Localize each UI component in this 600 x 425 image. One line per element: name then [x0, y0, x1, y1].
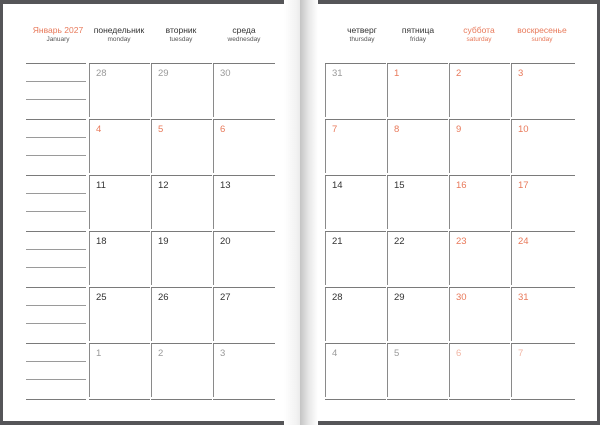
- cell-divider: [325, 344, 326, 397]
- cell-divider: [151, 232, 152, 285]
- cell-divider: [213, 64, 214, 117]
- month-title: Январь 2027: [32, 25, 84, 35]
- cell-divider: [387, 344, 388, 397]
- cell-top-line: [213, 231, 275, 232]
- cell-bottom-line: [213, 399, 275, 400]
- notes-line: [26, 361, 86, 362]
- weekday-name-en: saturday: [466, 36, 492, 43]
- cell-top-line: [151, 175, 212, 176]
- cell-divider: [213, 288, 214, 341]
- weekday-name-ru: среда: [232, 25, 256, 35]
- weekday-header-wednesday: [209, 25, 279, 44]
- day-number[interactable]: 13: [220, 180, 231, 191]
- cell-top-line: [449, 287, 510, 288]
- cell-top-line: [387, 287, 448, 288]
- day-number[interactable]: 4: [96, 124, 102, 135]
- cell-bottom-line: [511, 399, 575, 400]
- cell-top-line: [325, 175, 386, 176]
- day-number[interactable]: 9: [456, 124, 462, 135]
- notes-line: [26, 379, 86, 380]
- cell-top-line: [213, 175, 275, 176]
- day-number[interactable]: 7: [332, 124, 338, 135]
- cell-divider: [89, 344, 90, 397]
- cell-top-line: [325, 231, 386, 232]
- notes-row-line: [26, 287, 86, 288]
- cell-divider: [325, 232, 326, 285]
- day-number[interactable]: 12: [158, 180, 169, 191]
- day-number[interactable]: 23: [456, 236, 467, 247]
- cell-divider: [89, 120, 90, 173]
- cell-top-line: [449, 343, 510, 344]
- cell-top-line: [89, 287, 150, 288]
- notes-line: [26, 211, 86, 212]
- cell-top-line: [449, 63, 510, 64]
- day-number[interactable]: 1: [394, 68, 400, 79]
- cell-divider: [511, 232, 512, 285]
- weekday-name-ru: суббота: [463, 25, 495, 35]
- weekday-header-friday: [383, 25, 453, 44]
- cell-divider: [151, 120, 152, 173]
- day-number[interactable]: 30: [220, 68, 231, 79]
- cell-top-line: [387, 343, 448, 344]
- day-number[interactable]: 28: [332, 292, 343, 303]
- cell-top-line: [325, 287, 386, 288]
- day-number[interactable]: 3: [220, 348, 226, 359]
- cell-divider: [511, 176, 512, 229]
- cell-divider: [151, 288, 152, 341]
- weekday-name-ru: понедельник: [93, 25, 145, 35]
- notes-row-line: [26, 343, 86, 344]
- day-number[interactable]: 26: [158, 292, 169, 303]
- cell-divider: [387, 176, 388, 229]
- day-number[interactable]: 20: [220, 236, 231, 247]
- day-number[interactable]: 29: [158, 68, 169, 79]
- weekday-name-ru: воскресенье: [517, 25, 567, 35]
- notes-line: [26, 193, 86, 194]
- weekday-name-en: friday: [410, 36, 426, 43]
- cell-top-line: [511, 119, 575, 120]
- cell-top-line: [89, 343, 150, 344]
- cell-top-line: [387, 63, 448, 64]
- cell-divider: [387, 232, 388, 285]
- day-number[interactable]: 10: [518, 124, 529, 135]
- notes-line: [26, 99, 86, 100]
- cell-divider: [449, 64, 450, 117]
- notes-row-line: [26, 119, 86, 120]
- cell-divider: [325, 120, 326, 173]
- weekday-header-monday: [84, 25, 154, 44]
- cell-bottom-line: [89, 399, 150, 400]
- cell-top-line: [511, 175, 575, 176]
- day-number[interactable]: 21: [332, 236, 343, 247]
- cell-divider: [387, 288, 388, 341]
- cell-top-line: [151, 231, 212, 232]
- day-number[interactable]: 5: [158, 124, 164, 135]
- day-number[interactable]: 16: [456, 180, 467, 191]
- day-number[interactable]: 4: [332, 348, 338, 359]
- day-number[interactable]: 6: [220, 124, 226, 135]
- cell-top-line: [387, 119, 448, 120]
- cell-top-line: [151, 119, 212, 120]
- cell-divider: [325, 64, 326, 117]
- day-number[interactable]: 18: [96, 236, 107, 247]
- cell-divider: [89, 64, 90, 117]
- cell-top-line: [387, 175, 448, 176]
- day-number[interactable]: 24: [518, 236, 529, 247]
- cell-divider: [89, 176, 90, 229]
- cell-bottom-line: [325, 399, 386, 400]
- left-page: [3, 0, 285, 425]
- cell-divider: [449, 232, 450, 285]
- cell-divider: [151, 64, 152, 117]
- weekday-name-ru: пятница: [401, 25, 435, 35]
- weekday-name-en: tuesday: [169, 36, 193, 43]
- right-page: [316, 0, 597, 425]
- cell-divider: [89, 288, 90, 341]
- day-number[interactable]: 27: [220, 292, 231, 303]
- cell-divider: [511, 288, 512, 341]
- cell-top-line: [449, 231, 510, 232]
- cell-top-line: [511, 343, 575, 344]
- day-number[interactable]: 3: [518, 68, 524, 79]
- day-number[interactable]: 8: [394, 124, 400, 135]
- cell-top-line: [213, 343, 275, 344]
- cell-top-line: [213, 63, 275, 64]
- day-number[interactable]: 7: [518, 348, 524, 359]
- cell-divider: [449, 344, 450, 397]
- cell-divider: [151, 176, 152, 229]
- cell-top-line: [449, 119, 510, 120]
- cell-divider: [213, 232, 214, 285]
- weekday-name-en: thursday: [349, 36, 375, 43]
- cell-top-line: [89, 231, 150, 232]
- cell-bottom-line: [387, 399, 448, 400]
- notes-line: [26, 137, 86, 138]
- notes-line: [26, 267, 86, 268]
- day-number[interactable]: 30: [456, 292, 467, 303]
- cell-top-line: [511, 231, 575, 232]
- day-number[interactable]: 31: [332, 68, 343, 79]
- day-number[interactable]: 2: [158, 348, 164, 359]
- month-subtitle: January: [46, 36, 70, 43]
- cell-top-line: [511, 287, 575, 288]
- day-number[interactable]: 15: [394, 180, 405, 191]
- cell-divider: [511, 344, 512, 397]
- day-number[interactable]: 19: [158, 236, 169, 247]
- cell-divider: [213, 176, 214, 229]
- weekday-name-ru: вторник: [165, 25, 197, 35]
- cell-divider: [213, 344, 214, 397]
- day-number[interactable]: 2: [456, 68, 462, 79]
- notes-row-line: [26, 231, 86, 232]
- cell-top-line: [387, 231, 448, 232]
- cell-top-line: [89, 63, 150, 64]
- cell-top-line: [213, 119, 275, 120]
- weekday-header-sunday: [507, 25, 577, 44]
- cell-divider: [449, 176, 450, 229]
- weekday-name-en: wednesday: [227, 36, 261, 43]
- weekday-name-en: monday: [107, 36, 131, 43]
- weekday-name-en: sunday: [531, 36, 553, 43]
- day-number[interactable]: 31: [518, 292, 529, 303]
- cell-top-line: [89, 119, 150, 120]
- notes-row-line: [26, 399, 86, 400]
- cell-top-line: [511, 63, 575, 64]
- day-number[interactable]: 11: [96, 180, 106, 191]
- day-number[interactable]: 14: [332, 180, 343, 191]
- cell-divider: [511, 64, 512, 117]
- cell-top-line: [89, 175, 150, 176]
- cell-divider: [511, 120, 512, 173]
- notes-line: [26, 305, 86, 306]
- notes-line: [26, 323, 86, 324]
- cell-divider: [387, 64, 388, 117]
- cell-divider: [325, 176, 326, 229]
- cell-bottom-line: [449, 399, 510, 400]
- day-number[interactable]: 25: [96, 292, 107, 303]
- cell-top-line: [151, 343, 212, 344]
- cell-divider: [387, 120, 388, 173]
- cell-top-line: [449, 175, 510, 176]
- notes-line: [26, 155, 86, 156]
- cell-top-line: [151, 287, 212, 288]
- cell-divider: [213, 120, 214, 173]
- month-header: [23, 25, 93, 44]
- notes-row-line: [26, 63, 86, 64]
- cell-divider: [151, 344, 152, 397]
- cell-top-line: [213, 287, 275, 288]
- cell-divider: [325, 288, 326, 341]
- day-number[interactable]: 6: [456, 348, 462, 359]
- cell-divider: [449, 288, 450, 341]
- cell-divider: [89, 232, 90, 285]
- weekday-header-tuesday: [146, 25, 216, 44]
- notes-line: [26, 81, 86, 82]
- weekday-name-ru: четверг: [347, 25, 377, 35]
- day-number[interactable]: 22: [394, 236, 405, 247]
- day-number[interactable]: 28: [96, 68, 107, 79]
- cell-top-line: [325, 119, 386, 120]
- notes-row-line: [26, 175, 86, 176]
- day-number[interactable]: 1: [96, 348, 102, 359]
- day-number[interactable]: 5: [394, 348, 400, 359]
- cell-divider: [449, 120, 450, 173]
- day-number[interactable]: 29: [394, 292, 405, 303]
- cell-top-line: [325, 343, 386, 344]
- cell-top-line: [325, 63, 386, 64]
- cell-top-line: [151, 63, 212, 64]
- weekday-header-saturday: [444, 25, 514, 44]
- day-number[interactable]: 17: [518, 180, 529, 191]
- cell-bottom-line: [151, 399, 212, 400]
- notes-line: [26, 249, 86, 250]
